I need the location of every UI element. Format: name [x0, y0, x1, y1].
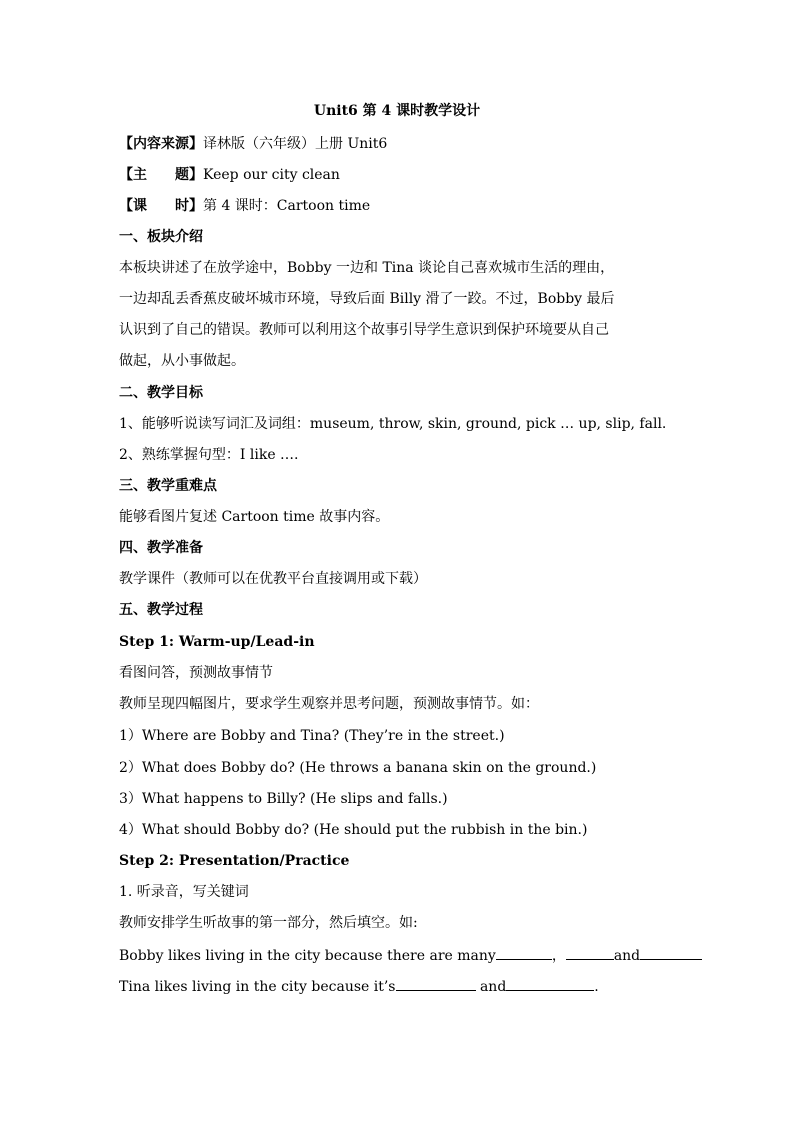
preparation-text: 教学课件（教师可以在优教平台直接调用或下载）	[119, 571, 427, 587]
period-value: 第 4 课时：Cartoon time	[203, 198, 371, 214]
fill-blank[interactable]	[496, 946, 552, 960]
intro-line-1: 本板块讲述了在放学途中，Bobby 一边和 Tina 谈论自己喜欢城市生活的理由，	[119, 260, 615, 276]
key-point-text: 能够看图片复述 Cartoon time 故事内容。	[119, 509, 390, 525]
topic-value: Keep our city clean	[203, 167, 340, 183]
section-heading-preparation: 四、教学准备	[119, 540, 203, 556]
step-2-subheading: 1. 听录音，写关键词	[119, 884, 249, 900]
source-label: 【内容来源】	[119, 136, 203, 152]
question-4: 4）What should Bobby do? (He should put the rubbish in the bin.)	[119, 822, 588, 838]
question-3: 3）What happens to Billy? (He slips and falls.)	[119, 791, 448, 807]
step-2-heading: Step 2: Presentation/Practice	[119, 853, 350, 869]
step-1-description: 教师呈现四幅图片，要求学生观察并思考问题，预测故事情节。如：	[119, 696, 539, 712]
fill-in-sentence-2	[119, 977, 599, 996]
fill-blank[interactable]	[506, 977, 594, 991]
step-1-subheading: 看图问答，预测故事情节	[119, 665, 273, 681]
fill-in-sentence-1	[119, 946, 702, 965]
fill-blank[interactable]	[566, 946, 614, 960]
fill-2-text-a: Tina likes living in the city because it’s	[119, 979, 396, 995]
fill-2-text-c: .	[594, 979, 599, 995]
step-2-description: 教师安排学生听故事的第一部分，然后填空。如:	[119, 915, 418, 931]
section-heading-process: 五、教学过程	[119, 602, 203, 618]
fill-1-text-b: ，	[551, 948, 566, 964]
intro-line-2: 一边却乱丢香蕉皮破坏城市环境，导致后面 Billy 滑了一跤。不过，Bobby 最后	[119, 291, 615, 307]
source-value: 译林版（六年级）上册 Unit6	[203, 136, 388, 152]
intro-line-4: 做起，从小事做起。	[119, 353, 245, 369]
document-title: Unit6 第 4 课时教学设计	[313, 103, 481, 119]
step-1-heading: Step 1: Warm-up/Lead-in	[119, 634, 315, 650]
fill-1-text-c: and	[613, 948, 641, 964]
goal-2: 2、熟练掌握句型：I like ….	[119, 447, 299, 463]
intro-line-3: 认识到了自己的错误。教师可以利用这个故事引导学生意识到保护环境要从自己	[119, 322, 609, 338]
fill-blank[interactable]	[640, 946, 702, 960]
period-label: 【课 时】	[119, 198, 203, 214]
question-1: 1）Where are Bobby and Tina? (They’re in the street.)	[119, 728, 505, 744]
goal-1: 1、能够听说读写词汇及词组：museum, throw, skin, ground, pick … up, slip, fall.	[119, 416, 667, 432]
question-2: 2）What does Bobby do? (He throws a banana skin on the ground.)	[119, 760, 597, 776]
section-heading-goals: 二、教学目标	[119, 385, 203, 401]
topic-line	[119, 166, 340, 184]
period-line	[119, 197, 370, 215]
fill-1-text-a: Bobby likes living in the city because there are many	[119, 948, 496, 964]
section-heading-intro: 一、板块介绍	[119, 229, 203, 245]
source-line	[119, 135, 387, 153]
fill-2-text-b: and	[475, 979, 507, 995]
topic-label: 【主 题】	[119, 167, 203, 183]
fill-blank[interactable]	[396, 977, 476, 991]
section-heading-key-points: 三、教学重难点	[119, 478, 217, 494]
